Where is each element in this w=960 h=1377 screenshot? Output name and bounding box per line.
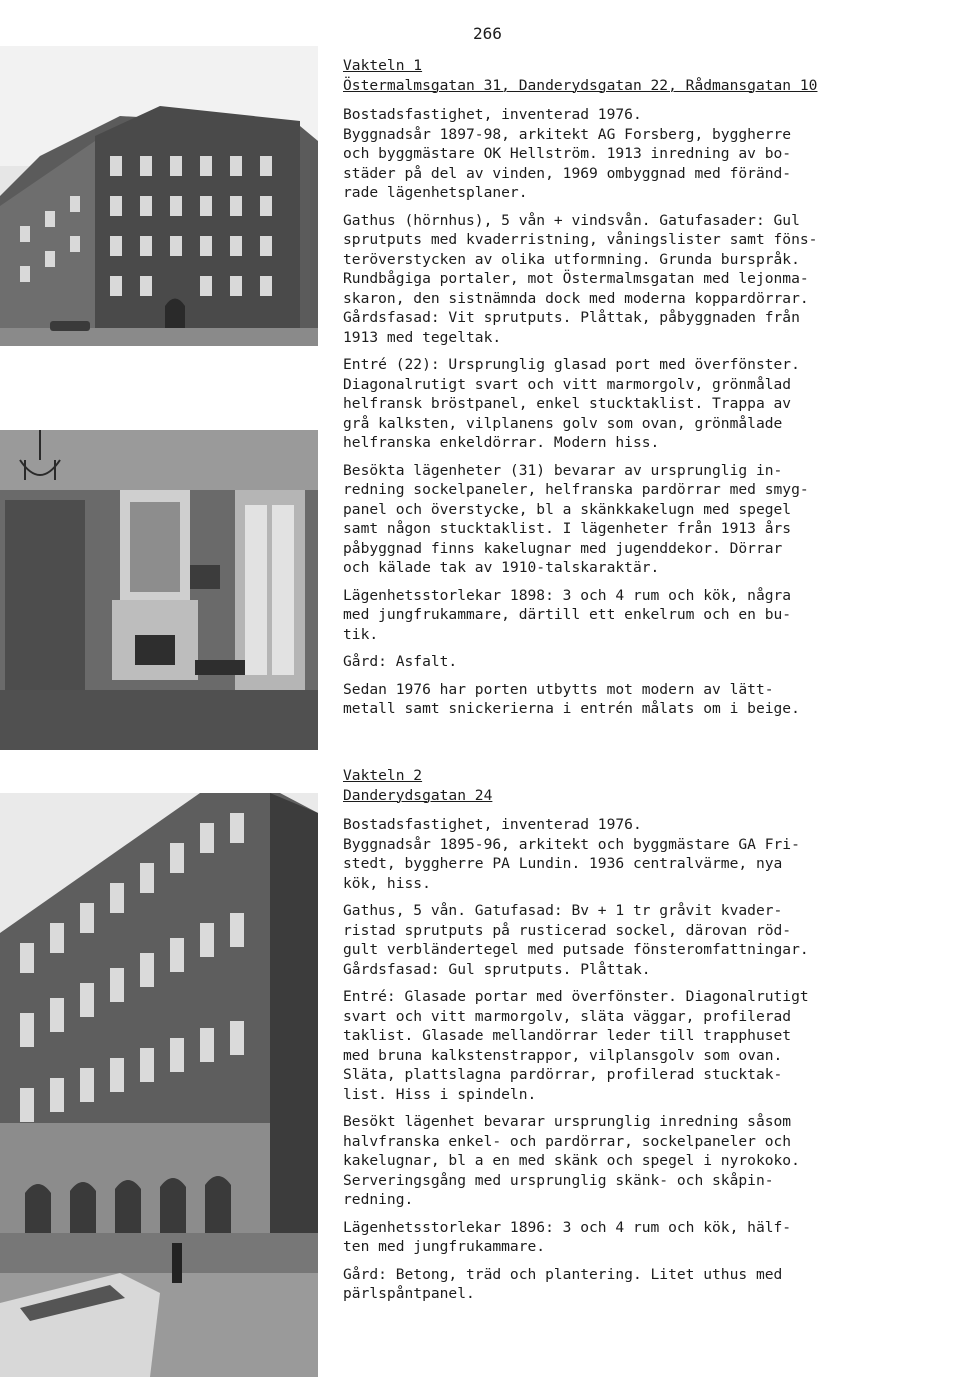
facade-photo-vakteln-2 (0, 793, 318, 1377)
entry-paragraph: Lägenhetsstorlekar 1896: 3 och 4 rum och kök, hälf- ten med jungfrukammare. (343, 1218, 792, 1255)
entry-paragraph: Bostadsfastighet, inventerad 1976. Byggnadsår 1897-98, arkitekt AG Forsberg, byggherre och byggmästare OK Hellström. 1913 inredning av bo- städer på del av vinden, 1969 ombyggnad med föränd- rade lägenhetsplaner. (343, 106, 792, 201)
entry-paragraph: Bostadsfastighet, inventerad 1976. Byggnadsår 1895-96, arkitekt och byggmästare GA Fri- stedt, byggherre PA Lundin. 1936 centralvärme, nya kök, hiss. (343, 816, 800, 892)
entry-paragraph: Besökt lägenhet bevarar ursprunglig inredning såsom halvfranska enkel- och pardörrar, sockelpaneler och kakelugnar, bl a en med skänk och spegel i nyrokoko. Serveringsgång med ursprunglig skänk- och skåpin- redning. (343, 1113, 800, 1208)
facade-photo-vakteln-1 (0, 46, 318, 346)
entry-title: Vakteln 2 (343, 767, 423, 784)
entry-paragraph: Gård: Betong, träd och plantering. Litet uthus med pärlspåntpanel. (343, 1265, 783, 1302)
entry-paragraph: Gård: Asfalt. (343, 653, 458, 670)
entry-paragraph: Gathus, 5 vån. Gatufasad: Bv + 1 tr gråvit kvader- ristad sprutputs på rusticerad sockel, därovan röd- gult verbländertegel med putsade fönsteromfattningar. Gårdsfasad: Gul sprutputs. Plåttak. (343, 902, 809, 978)
page-number: 266 (473, 24, 502, 43)
interior-photo-vakteln-1 (0, 430, 318, 750)
entry-address: Östermalmsgatan 31, Danderydsgatan 22, Rådmansgatan 10 (343, 76, 818, 94)
entry-title: Vakteln 1 (343, 57, 423, 74)
entry-paragraph: Entré: Glasade portar med överfönster. Diagonalrutigt svart och vitt marmorgolv, släta väggar, profilerad taklist. Glasade mellandörrar leder till trapphuset med bruna kalkstenstrappor, vilplansgolv som ovan. Släta, plattslagna pardörrar, profilerad stucktak- list. Hiss i spindeln. (343, 988, 809, 1103)
street-facade-image (0, 793, 318, 1377)
entry-paragraph: Gathus (hörnhus), 5 vån + vindsvån. Gatufasader: Gul sprutputs med kvaderristning, våningslister samt föns- teröverstycken av olika utformning. Grunda burspråk. Rundbågiga portaler, mot Östermalmsgatan med lejonma- skaron, den sistnämnda dock med moderna koppardörrar. Gårdsfasad: Vit sprutputs. Plåttak, påbyggnaden från 1913 med tegeltak. (343, 211, 818, 346)
interior-image (0, 430, 318, 750)
entry-address: Danderydsgatan 24 (343, 786, 493, 804)
entry-paragraph: Entré (22): Ursprunglig glasad port med överfönster. Diagonalrutigt svart och vitt marmorgolv, grönmålad helfransk bröstpanel, enkel stucktaklist. Trappa av grå kalksten, vilplanens golv som ovan, grönmålade helfranska enkeldörrar. Modern hiss. (343, 356, 800, 451)
entry-vakteln-1 (343, 56, 943, 727)
entry-paragraph: Sedan 1976 har porten utbytts mot modern av lätt- metall samt snickerierna i entrén målats om i beige. (343, 680, 800, 717)
entry-paragraph: Besökta lägenheter (31) bevarar av ursprunglig in- redning sockelpaneler, helfranska pardörrar med smyg- panel och överstycke, bl a skänkkakelugn med spegel samt någon stucktaklist. I lägenheter från 1913 års påbyggnad finns kakelugnar med jugenddekor. Dörrar och kälade tak av 1910-talskaraktär. (343, 461, 809, 576)
entry-vakteln-2 (343, 766, 943, 1312)
entry-paragraph: Lägenhetsstorlekar 1898: 3 och 4 rum och kök, några med jungfrukammare, därtill ett enkelrum och en bu- tik. (343, 586, 792, 643)
building-facade-image (0, 46, 318, 346)
